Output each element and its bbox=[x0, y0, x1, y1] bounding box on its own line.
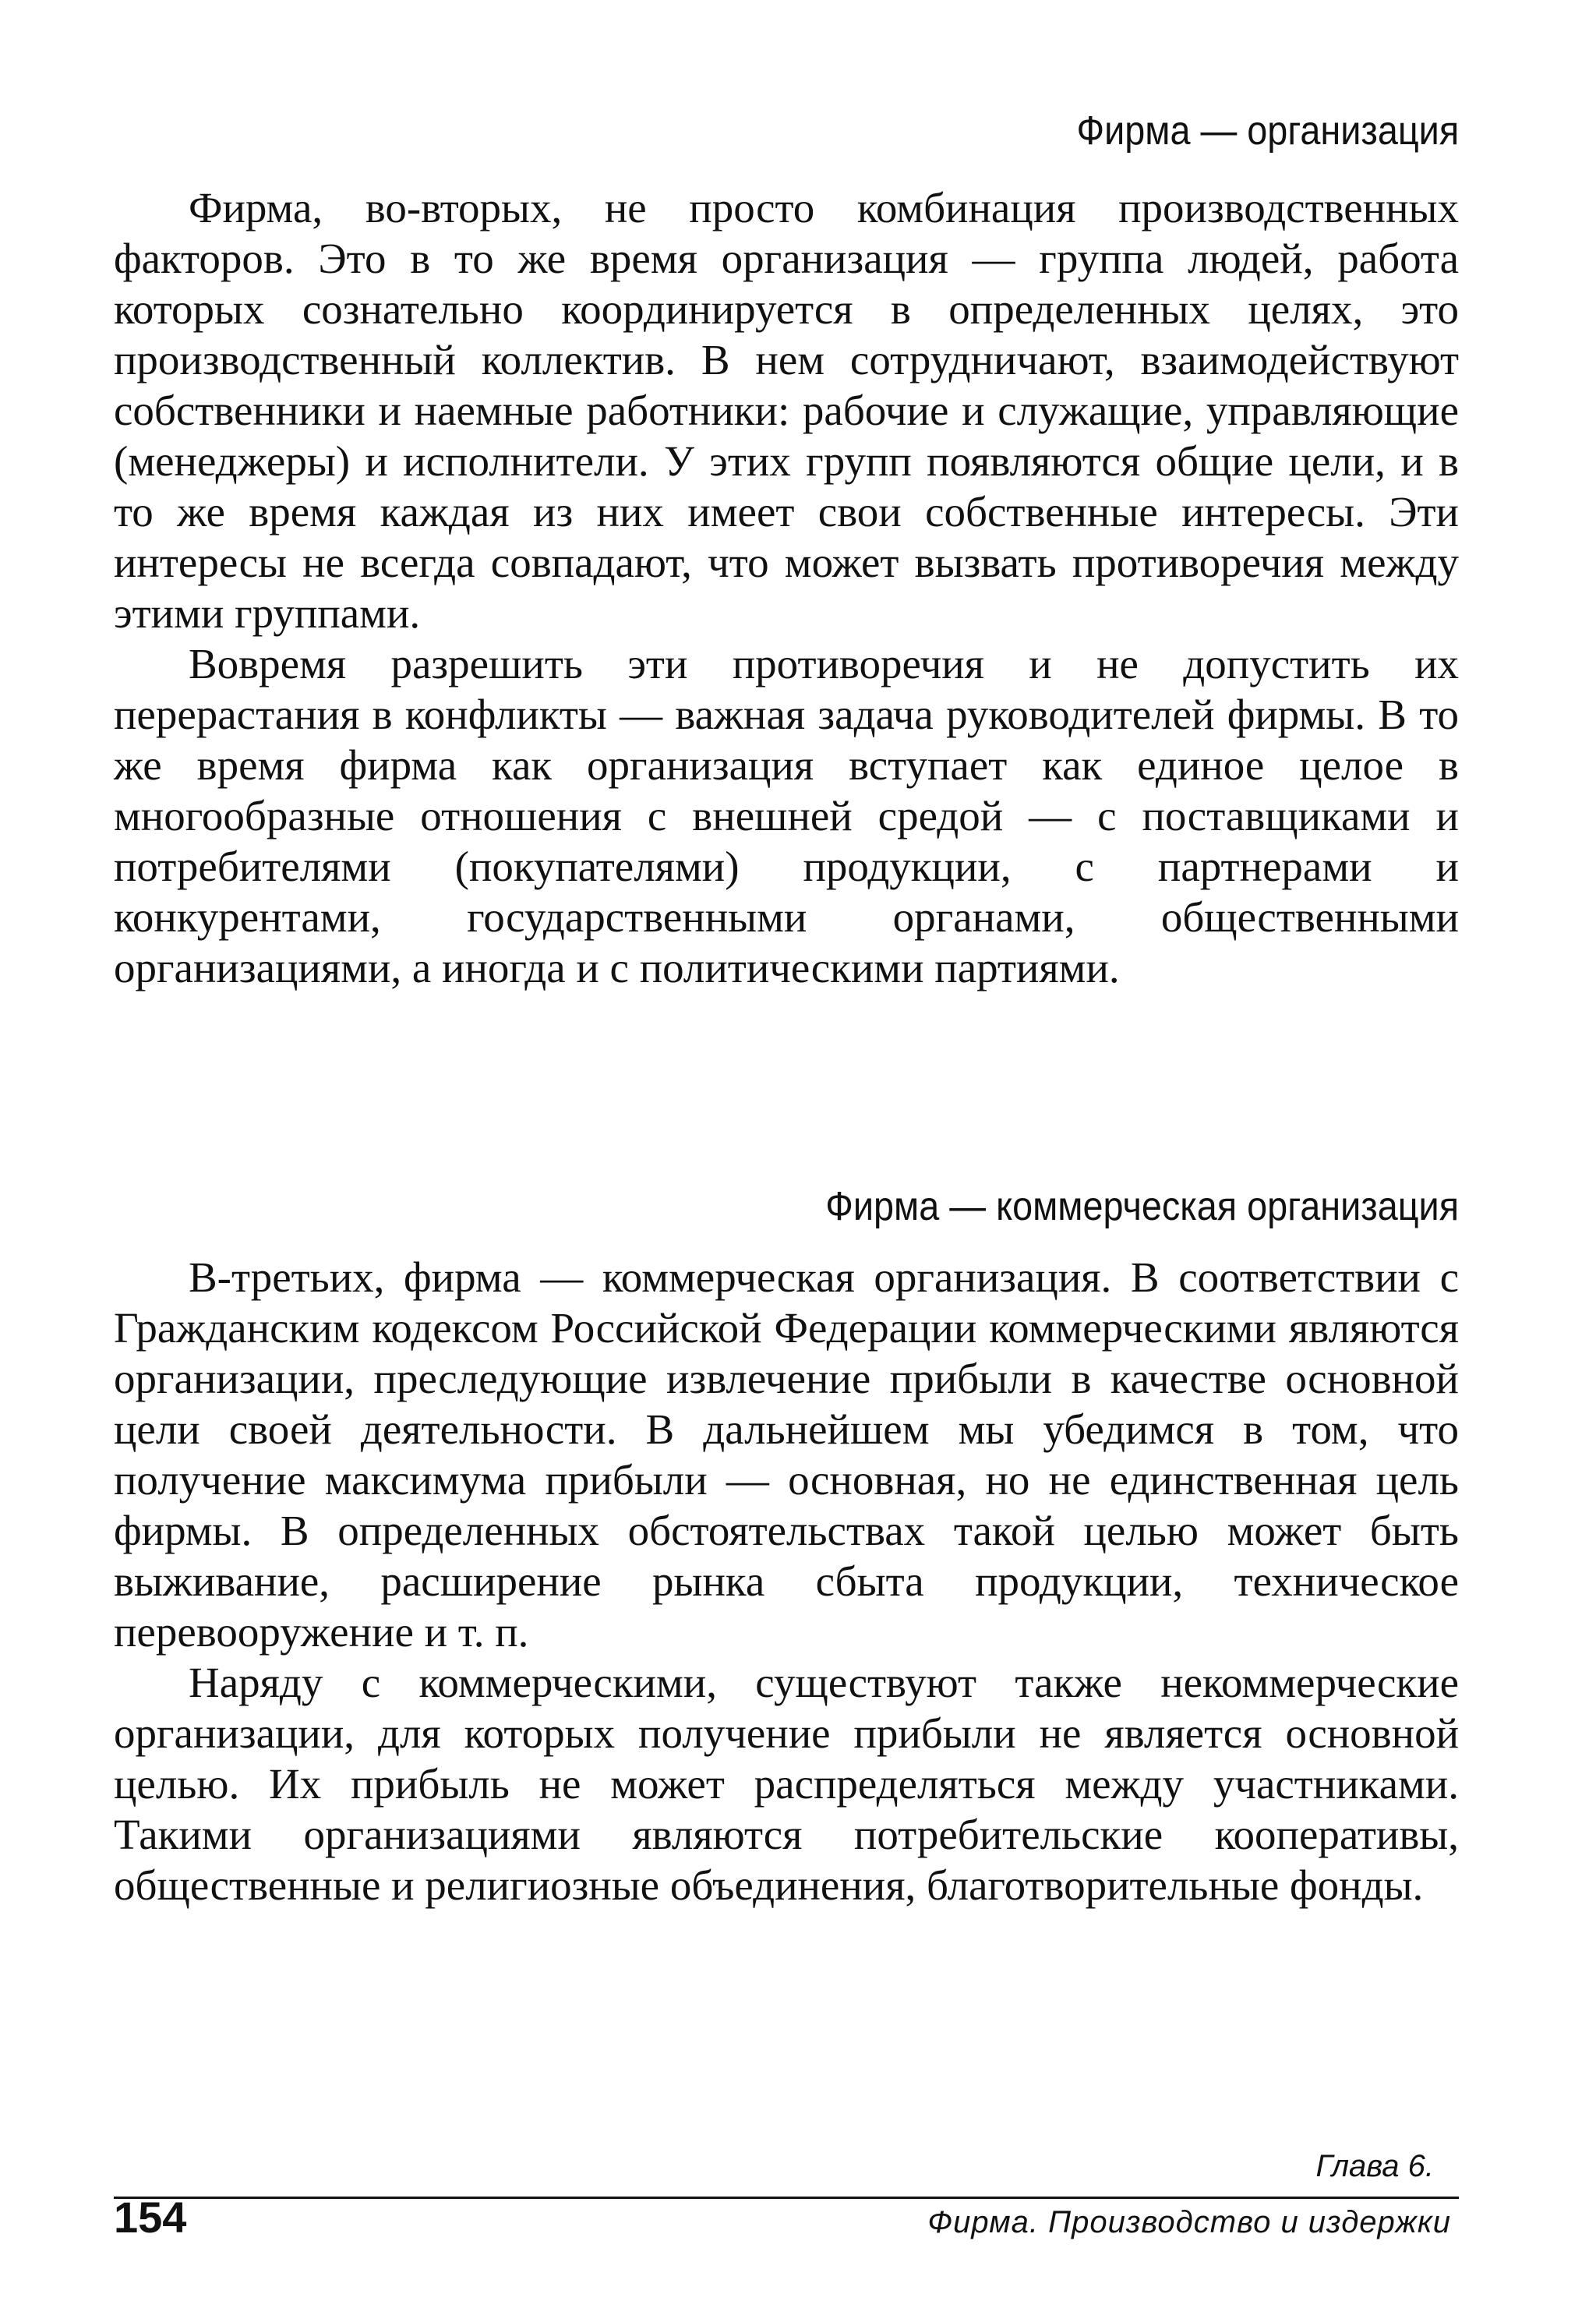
paragraph: Вовремя разрешить эти противоречия и не допустить их перерастания в конфликты — важная задача руководителей фирмы. В то же время фирма как организация вступает как единое целое в многообразные отношения с внешней средой — с поставщиками и потребителями (покупателями) продукции, с партнерами и конкурентами, государственными органами, общественными организациями, а иногда и с политическими партиями. bbox=[114, 640, 1459, 991]
section-heading: Фирма — коммерческая организация bbox=[825, 1184, 1459, 1229]
paragraph: В-третьих, фирма — коммерческая организация. В соответствии с Гражданским кодексом Российской Федерации коммерческими являются организации, преследующие извлечение прибыли в качестве основной цели своей деятельности. В дальнейшем мы убедимся в том, что получение максимума прибыли — основная, но не единственная цель фирмы. В определенных обстоятельствах такой целью может быть выживание, расширение рынка сбыта продукции, техническое перевооружение и т. п. bbox=[114, 1253, 1459, 1656]
section-heading: Фирма — организация bbox=[1076, 108, 1459, 154]
paragraph: Наряду с коммерческими, существуют также некоммерческие организации, для которых получение прибыли не является основной целью. Их прибыль не может распределяться между участниками. Такими организациями являются потребительские кооперативы, общественные и религиозные объединения, благотворительные фонды. bbox=[114, 1659, 1459, 1909]
section-body bbox=[114, 182, 1459, 993]
section-body bbox=[114, 1252, 1459, 1910]
running-chapter: Глава 6. bbox=[1315, 2149, 1434, 2183]
footer-rule bbox=[114, 2197, 1459, 2199]
running-title: Фирма. Производство и издержки bbox=[927, 2205, 1451, 2239]
paragraph: Фирма, во-вторых, не просто комбинация производственных факторов. Это в то же время организация — группа людей, работа которых сознательно координируется в определенных целях, это производственный коллектив. В нем сотрудничают, взаимодействуют собственники и наемные работники: рабочие и служащие, управляющие (менеджеры) и исполнители. У этих групп появляются общие цели, и в то же время каждая из них имеет свои собственные интересы. Эти интересы не всегда совпадают, что может вызвать противоречия между этими группами. bbox=[114, 184, 1459, 637]
page-number: 154 bbox=[114, 2193, 187, 2242]
